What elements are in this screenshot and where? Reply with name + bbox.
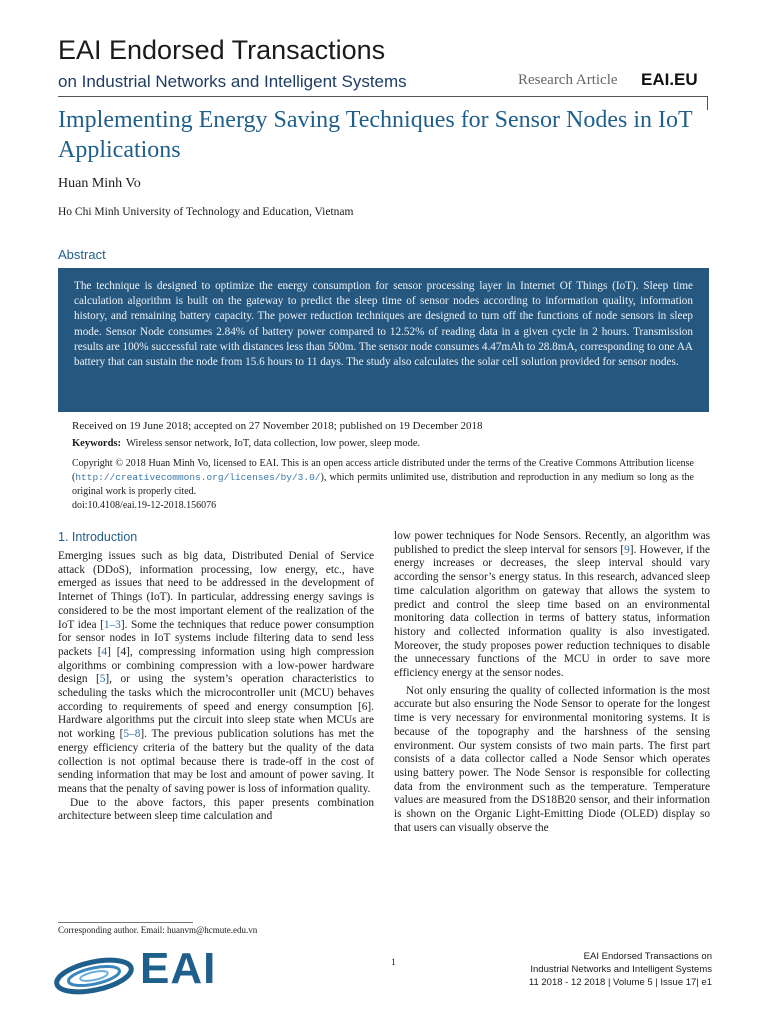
journal-title: EAI Endorsed Transactions (58, 35, 386, 65)
citation-link[interactable]: 1–3 (103, 618, 121, 631)
section-heading-introduction: 1. Introduction (58, 530, 138, 544)
abstract-text: The technique is designed to optimize the energy consumption for sensor processing layer in Internet Of Things (IoT). Sleep time calculation algorithm is built on the gateway to predict the sleep time of sensor nodes according to information quality, information history, and remaining battery capacity. The power reduction techniques are designed to turn off the functions of node sensors in sleep mode. Sensor Node consumes 2.84% of battery power compared to 12.52% of reading data in a given cycle in 2 hours. Transmission results are 100% successful rate with distances less than 500m. The sensor node consumes 4.47mAh to 28.8mA, corresponding to one AA battery that can sustain the node from 15.6 hours to 11 days. The study also calculates the solar cell solution provided for sensor nodes. (74, 280, 693, 369)
text-run: low power techniques for Node Sensors. Recently, an algorithm was published to predict the sleep interval for sensors [ (394, 530, 710, 556)
eai-logo-text: EAI (140, 944, 217, 993)
footer-line-2: Industrial Networks and Intelligent Systems (530, 964, 712, 975)
page-number: 1 (391, 958, 396, 968)
text-run: Emerging issues such as big data, Distributed Denial of Service attack (DDoS), information processing, low energy, etc., have emerged as issues that need to be addressed in the development of Internet of Things (IoT). In particular, addressing energy savings is considered to be the most important element of the realization of the IoT idea [ (58, 550, 374, 631)
doi-link[interactable]: doi:10.4108/eai.19-12-2018.156076 (72, 500, 217, 511)
abstract-heading: Abstract (58, 247, 106, 262)
keywords-label: Keywords: (72, 438, 121, 449)
text-run: ]. However, if the energy increases or decreases, the sleep interval should vary according the sensor’s energy status. In this research, advanced sleep time calculation algorithm on gateway that allows the system to predict and control the sleep time based on an environmental monitoring data collection in terms of battery status, information history and collected information quality is also investigated. Moreover, the study proposes power reduction techniques to disable the unnecessary functions of the MCU in order to save more efficiency energy at the sensor nodes. (394, 543, 710, 680)
copyright-notice (72, 457, 694, 499)
corresponding-author-footnote: Corresponding author. Email: huanvm@hcmute.edu.vn (58, 925, 258, 935)
brand-link[interactable]: EAI.EU (641, 70, 698, 89)
author-affiliation: Ho Chi Minh University of Technology and Education, Vietnam (58, 206, 354, 218)
paragraph: Not only ensuring the quality of collected information is the most accurate but also ensuring the Node Sensor to operate for the longest time is very necessary for environmental monitoring systems. It is because of the topography and the harshness of the sensing environment. Our system consists of two main parts. The first part consists of a data collector called a Node Sensor which operates using battery power. The Node Sensor is responsible for collecting data from the environment such as the temperature. Temperature values are measured from the DS18B20 sensor, and their information is shown on the Organic Light-Emitting Diode (OLED) display so that users can visually observe the (394, 684, 710, 834)
citation-link[interactable]: 4 (101, 645, 108, 658)
citation-link[interactable]: 9 (624, 543, 630, 556)
copyright-text-1: Copyright © 2018 Huan Minh Vo, licensed to EAI. This is an open access article distributed under the terms of the Creative Commons Attribution license ( (72, 458, 694, 483)
abstract-box (58, 268, 709, 412)
text-run: ], or using the system’s operation characteristics to scheduling the tasks which the microcontroller unit (MCU) behaves according to requirements of speed and energy consumption [6]. Hardware algorithms put the circuit into sleep state when MCUs are not working [ (58, 673, 375, 741)
article-type-label: Research Article (518, 72, 618, 88)
paragraph (394, 530, 710, 681)
publication-dates: Received on 19 June 2018; accepted on 27 November 2018; published on 19 December 2018 (72, 420, 483, 432)
journal-subtitle: on Industrial Networks and Intelligent Systems (58, 72, 407, 91)
text-run: ]. Some the techniques that reduce power consumption for sensor nodes in IoT systems include filtering data to send less packets [ (58, 618, 374, 658)
citation-link[interactable]: 5 (99, 673, 106, 686)
keywords-list: Wireless sensor network, IoT, data collection, low power, sleep mode. (126, 438, 421, 449)
header-rule (58, 96, 708, 97)
left-column (58, 550, 374, 824)
right-column (394, 530, 710, 835)
citation-link[interactable]: 5–8 (123, 728, 141, 741)
paper-title: Implementing Energy Saving Techniques for Sensor Nodes in IoT Applications (58, 107, 693, 163)
footer-line-3: 11 2018 - 12 2018 | Volume 5 | Issue 17| e1 (528, 977, 712, 988)
paragraph (58, 550, 374, 797)
footnote-rule (58, 922, 193, 923)
footer-line-1: EAI Endorsed Transactions on (583, 951, 712, 962)
copyright-text-2: ), which permits unlimited use, distribution and reproduction in any medium so long as the original work is properly cited. (72, 472, 694, 497)
author-name: Huan Minh Vo (58, 176, 141, 191)
text-run: ] [4], compressing information using high compression algorithms or combining compression with a low-power hardware design [ (58, 645, 375, 686)
text-run: ]. The previous publication solutions has met the energy efficiency criteria of the battery but the quality of the data collection is not optimal because there is trade-off in the cost of sending information that may be lost and amount of power saving. It means that the penalty of saving power is loss of information quality. (58, 728, 375, 795)
keywords (72, 438, 420, 449)
paragraph: Due to the above factors, this paper presents combination architecture between sleep time calculation and (58, 796, 374, 823)
license-link[interactable]: http://creativecommons.org/licenses/by/3.0/ (75, 472, 321, 483)
footer-journal-info (460, 950, 712, 989)
